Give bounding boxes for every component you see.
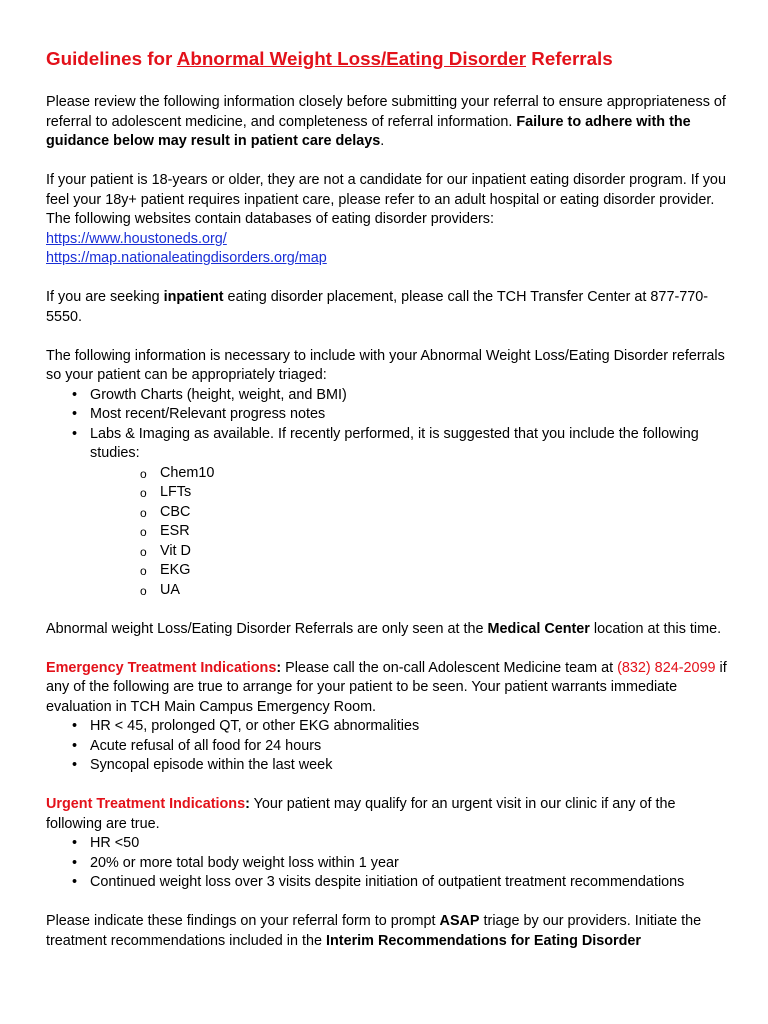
asap-mid: triage by our providers. Initiate the treatment recommendations included in the [46, 913, 702, 949]
houstoneds-link[interactable]: https://www.houstoneds.org/ [46, 230, 227, 247]
urgent-section [46, 795, 728, 893]
location-paragraph [46, 620, 728, 640]
intro-end: . [380, 133, 385, 149]
inpatient-pre: If you are seeking [46, 289, 164, 305]
location-pre: Abnormal weight Loss/Eating Disorder Referrals are only seen at the [46, 620, 488, 637]
intro-warning: Failure to adhere with the guidance below may result in patient care delays [46, 113, 691, 149]
labs-item-text: Labs & Imaging as available. If recently performed, it is suggested that you include the following studies: [90, 425, 699, 461]
emergency-pre: Please call the on-call Adolescent Medicine team at [281, 659, 618, 676]
study-item: o LFTs [140, 483, 728, 503]
study-item: o UA [140, 581, 728, 601]
location-post: location at this time. [589, 620, 722, 637]
nationaleatingdisorders-link[interactable]: https://map.nationaleatingdisorders.org/map [46, 250, 327, 266]
urgent-list [46, 834, 728, 893]
intro-text: Please review the following information closely before submitting your referral to ensure appropriateness of referral to adolescent medicine, and completeness of referral information. [46, 94, 726, 130]
page-title [46, 47, 728, 71]
study-item: o CBC [140, 503, 728, 523]
emergency-post: if any of the following are true to arrange for your patient to be seen. Your patient warrants immediate evaluation in TCH Main Campus Emergency Room. [46, 659, 727, 715]
asap-paragraph [46, 912, 728, 951]
list-item: • Syncopal episode within the last week [72, 756, 728, 776]
inpatient-bold: inpatient [163, 289, 224, 305]
list-item: • Continued weight loss over 3 visits despite initiation of outpatient treatment recommendations [72, 873, 728, 893]
list-item: • HR < 45, prolonged QT, or other EKG abnormalities [72, 717, 728, 737]
inpatient-paragraph [46, 288, 728, 327]
study-item: o EKG [140, 561, 728, 581]
list-item: • Most recent/Relevant progress notes [72, 405, 728, 425]
required-list [46, 386, 728, 601]
title-suffix: Referrals [526, 48, 613, 69]
list-item: • Acute refusal of all food for 24 hours [72, 737, 728, 757]
asap-bold: ASAP [439, 913, 480, 929]
required-text: The following information is necessary to include with your Abnormal Weight Loss/Eating Disorder referrals so your patient can be appropriately triaged: [46, 347, 725, 383]
studies-list [90, 464, 728, 601]
title-underlined: Abnormal Weight Loss/Eating Disorder [176, 48, 527, 69]
list-item: • HR <50 [72, 834, 728, 854]
inpatient-post: eating disorder placement, please call the TCH Transfer Center at 877-770-5550. [46, 289, 709, 325]
asap-pre: Please indicate these findings on your referral form to prompt [46, 913, 440, 929]
list-item: • 20% or more total body weight loss within 1 year [72, 854, 728, 874]
emergency-list [46, 717, 728, 776]
emergency-label: Emergency Treatment Indications [46, 659, 277, 676]
list-item [72, 425, 728, 601]
interim-recommendations: Interim Recommendations for Eating Disorder [325, 932, 642, 949]
emergency-phone: (832) 824-2099 [617, 659, 716, 676]
intro-paragraph [46, 93, 728, 152]
study-item: o Chem10 [140, 464, 728, 484]
urgent-colon: : [245, 796, 250, 812]
list-item: • Growth Charts (height, weight, and BMI) [72, 386, 728, 406]
emergency-text [46, 659, 728, 718]
emergency-section [46, 659, 728, 776]
emergency-colon: : [276, 659, 282, 676]
urgent-post: Your patient may qualify for an urgent visit in our clinic if any of the following are true. [46, 796, 676, 832]
study-item: o ESR [140, 522, 728, 542]
study-item: o Vit D [140, 542, 728, 562]
adult-paragraph [46, 171, 728, 269]
title-prefix: Guidelines for [46, 48, 177, 69]
urgent-label: Urgent Treatment Indications [46, 796, 246, 812]
urgent-text [46, 795, 728, 834]
location-bold: Medical Center [487, 620, 590, 637]
adult-text: If your patient is 18-years or older, they are not a candidate for our inpatient eating disorder program. If you feel your 18y+ patient requires inpatient care, please refer to an adult hospital or eating disorder provider. The following websites contain databases of eating disorder providers: [46, 172, 726, 227]
required-section [46, 347, 728, 601]
